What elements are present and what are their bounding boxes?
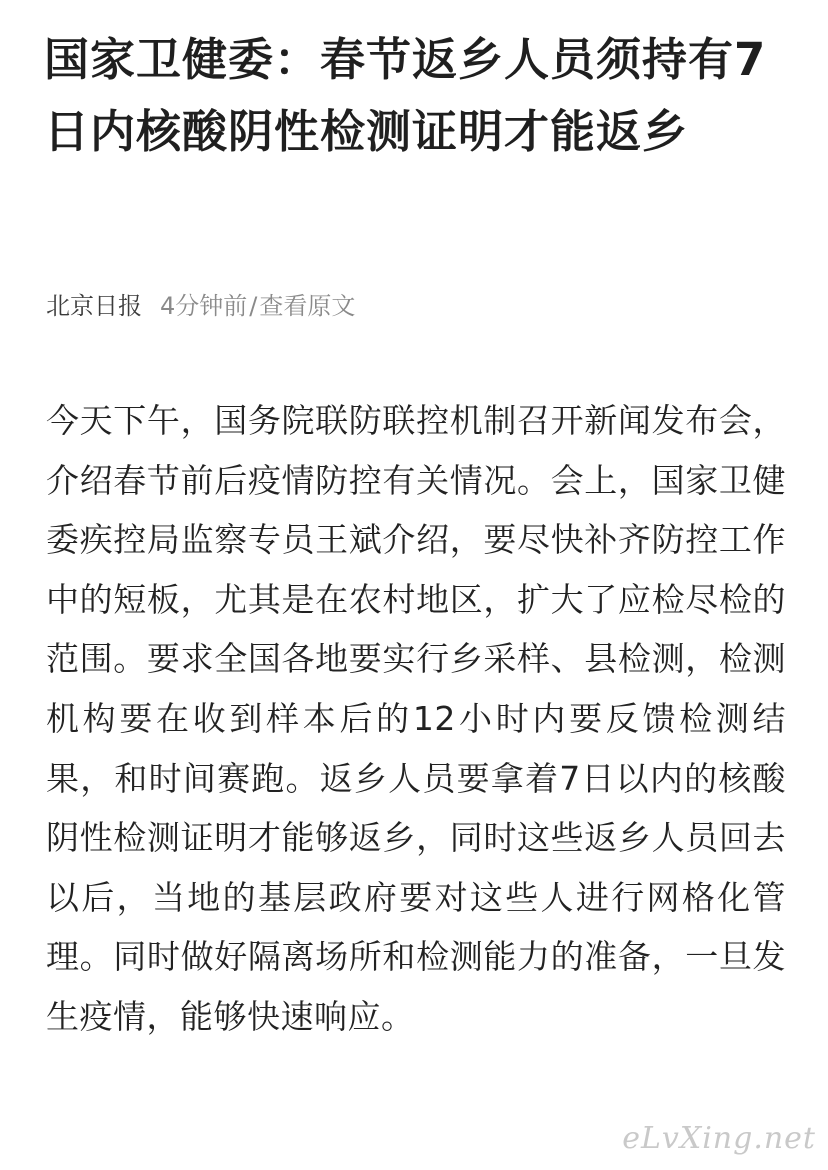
article-meta <box>46 288 786 324</box>
view-original-link[interactable]: 查看原文 <box>259 292 356 320</box>
publish-time: 4分钟前 <box>160 292 248 320</box>
watermark: eLvXing.net <box>622 1121 816 1156</box>
article-title: 国家卫健委：春节返乡人员须持有7日内核酸阴性检测证明才能返乡 <box>44 33 767 158</box>
article-body: 今天下午，国务院联防联控机制召开新闻发布会，介绍春节前后疫情防控有关情况。会上，国家卫健委疾控局监察专员王斌介绍，要尽快补齐防控工作中的短板，尤其是在农村地区，扩大了应检尽检的范围。要求全国各地要实行乡采样、县检测，检测机构要在收到样本后的12小时内要反馈检测结果，和时间赛跑。返乡人员要拿着7日以内的核酸阴性检测证明才能够返乡，同时这些返乡人员回去以后，当地的基层政府要对这些人进行网格化管理。同时做好隔离场所和检测能力的准备，一旦发生疫情，能够快速响应。 <box>46 401 786 1036</box>
article-source[interactable]: 北京日报 <box>46 292 142 320</box>
meta-separator: / <box>249 292 258 320</box>
